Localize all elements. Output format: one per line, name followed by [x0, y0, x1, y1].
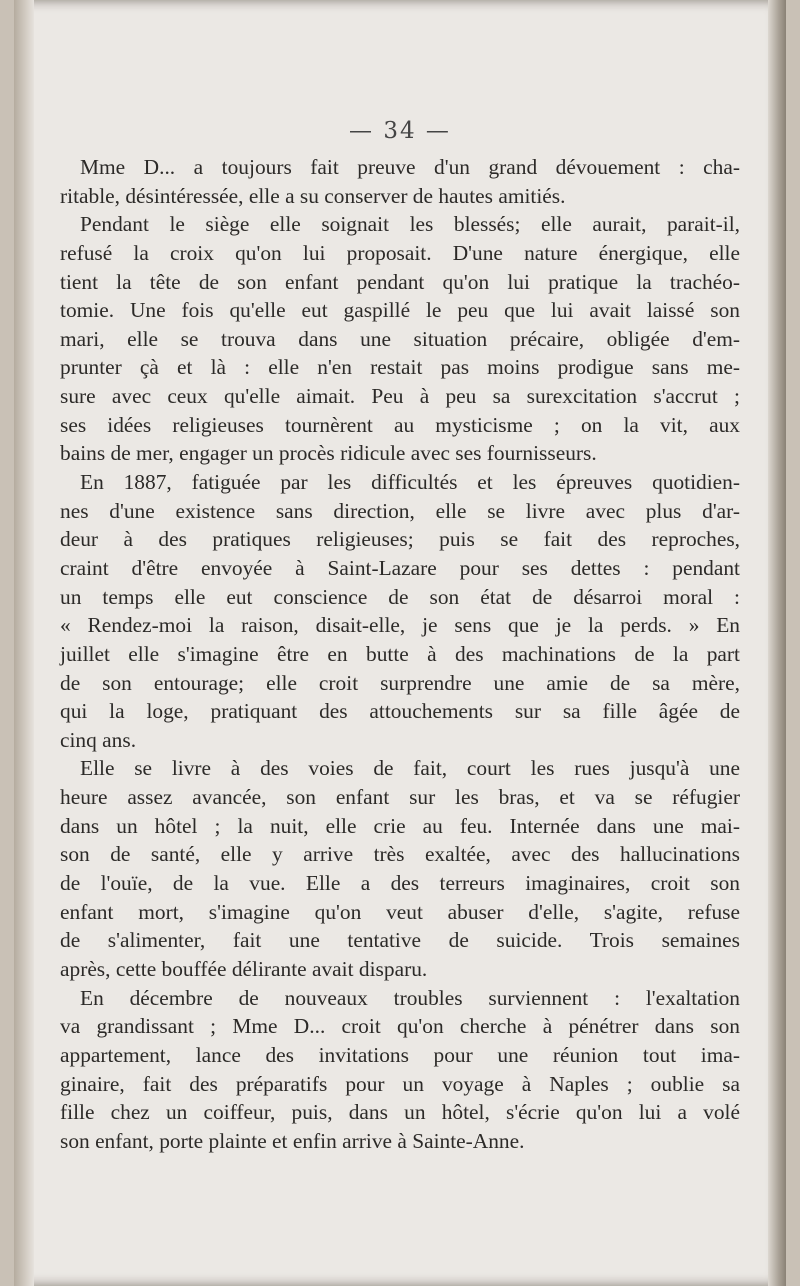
text-line: ses idées religieuses tournèrent au mysticisme ; on la vit, aux — [60, 412, 740, 437]
text-line: juillet elle s'imagine être en butte à des machinations de la part — [60, 641, 740, 666]
text-line: appartement, lance des invitations pour une réunion tout ima- — [60, 1042, 740, 1067]
text-line: sure avec ceux qu'elle aimait. Peu à peu sa surexcitation s'accrut ; — [60, 384, 740, 409]
text-line: cinq ans. — [60, 727, 137, 752]
text-line: ritable, désintéressée, elle a su conserver de hautes amitiés. — [60, 183, 566, 208]
text-line: « Rendez-moi la raison, disait-elle, je sens que je la perds. » En — [60, 613, 740, 638]
body-text — [60, 153, 740, 1155]
text-line: qui la loge, pratiquant des attouchements sur sa fille âgée de — [60, 699, 740, 724]
text-line: un temps elle eut conscience de son état de désarroi moral : — [60, 584, 740, 609]
text-line: Mme D... a toujours fait preuve d'un grand dévouement : cha- — [80, 155, 740, 179]
text-line: bains de mer, engager un procès ridicule avec ses fournisseurs. — [60, 441, 597, 466]
text-line: En décembre de nouveaux troubles surviennent : l'exaltation — [80, 985, 740, 1010]
text-line: nes d'une existence sans direction, elle se livre avec plus d'ar- — [60, 498, 740, 523]
text-line: dans un hôtel ; la nuit, elle crie au feu. Internée dans une mai- — [60, 813, 740, 838]
text-line: de son entourage; elle croit surprendre une amie de sa mère, — [60, 670, 740, 695]
text-line: de l'ouïe, de la vue. Elle a des terreurs imaginaires, croit son — [60, 871, 740, 896]
text-line: son de santé, elle y arrive très exaltée, avec des hallucinations — [60, 842, 740, 867]
text-line: tient la tête de son enfant pendant qu'on lui pratique la trachéo- — [60, 269, 740, 294]
text-line: son enfant, porte plainte et enfin arrive à Sainte-Anne. — [60, 1128, 525, 1153]
page-edge — [768, 0, 786, 1286]
page-number: — 34 — — [349, 118, 451, 144]
text-line: tomie. Une fois qu'elle eut gaspillé le peu que lui avait laissé son — [60, 298, 740, 323]
text-line: enfant mort, s'imagine qu'on veut abuser d'elle, s'agite, refuse — [60, 899, 740, 924]
text-line: après, cette bouffée délirante avait disparu. — [60, 956, 428, 981]
page-gutter — [14, 0, 34, 1286]
text-line: mari, elle se trouva dans une situation précaire, obligée d'em- — [60, 326, 740, 351]
text-line: va grandissant ; Mme D... croit qu'on cherche à pénétrer dans son — [60, 1014, 740, 1039]
text-line: craint d'être envoyée à Saint-Lazare pour ses dettes : pendant — [60, 555, 740, 580]
text-line: deur à des pratiques religieuses; puis se fait des reproches, — [60, 527, 740, 552]
text-line: de s'alimenter, fait une tentative de suicide. Trois semaines — [60, 928, 740, 953]
text-line: Pendant le siège elle soignait les blessés; elle aurait, parait-il, — [80, 212, 740, 237]
text-line: prunter çà et là : elle n'en restait pas moins prodigue sans me- — [60, 355, 740, 380]
text-line: fille chez un coiffeur, puis, dans un hôtel, s'écrie qu'on lui a volé — [60, 1100, 740, 1125]
text-line: En 1887, fatiguée par les difficultés et les épreuves quotidien- — [80, 470, 740, 495]
text-line: ginaire, fait des préparatifs pour un voyage à Naples ; oublie sa — [60, 1071, 740, 1096]
text-line: refusé la croix qu'on lui proposait. D'une nature énergique, elle — [60, 240, 740, 265]
text-line: heure assez avancée, son enfant sur les bras, et va se réfugier — [60, 785, 740, 810]
text-line: Elle se livre à des voies de fait, court les rues jusqu'à une — [80, 756, 740, 781]
